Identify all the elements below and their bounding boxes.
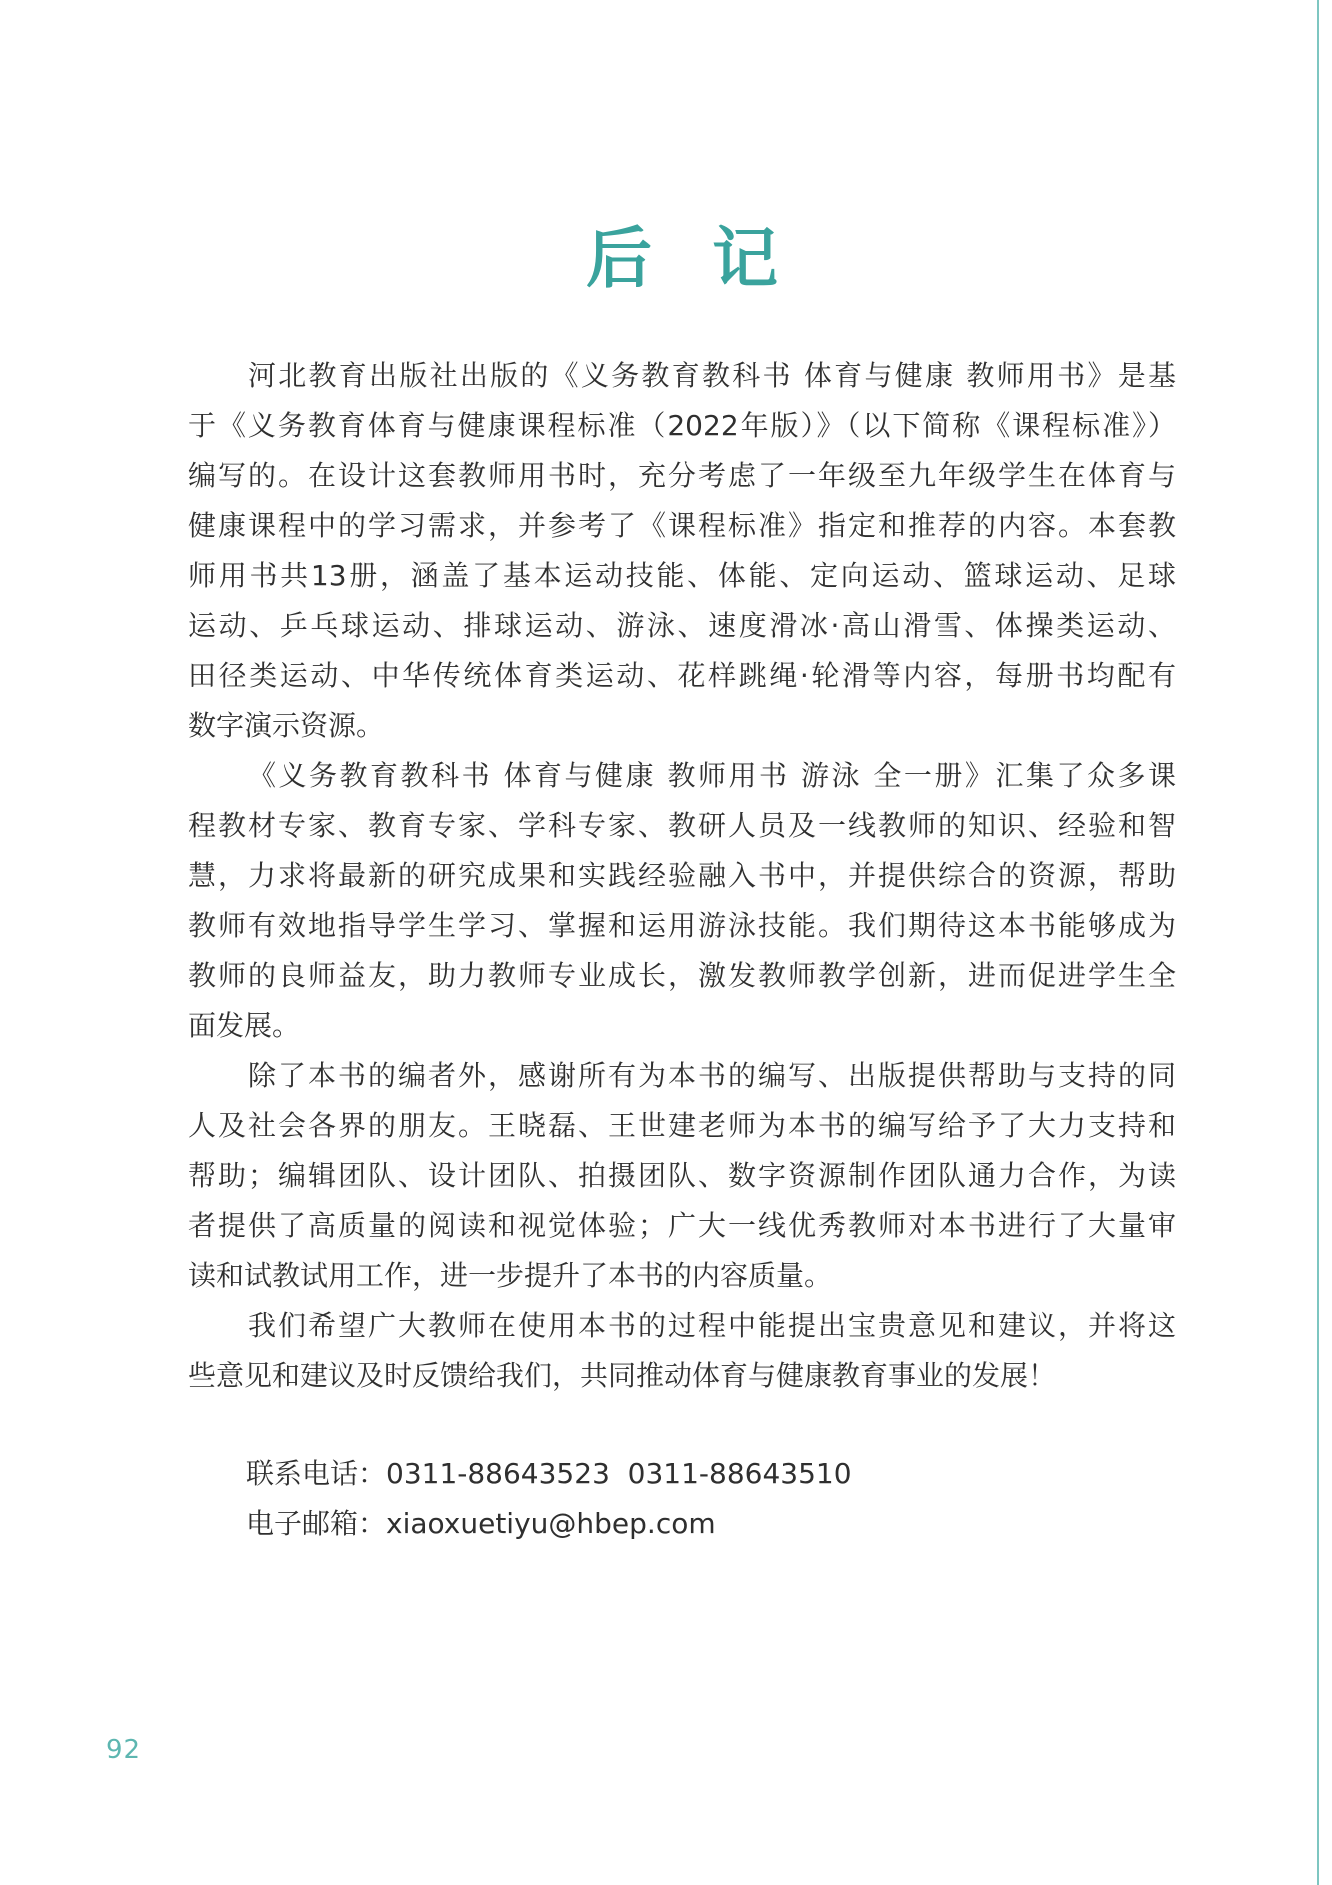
paragraph [188, 1051, 1176, 1301]
afterword-body [188, 351, 1176, 1401]
text-line: 帮助；编辑团队、设计团队、拍摄团队、数字资源制作团队通力合作，为读 [188, 1159, 1176, 1192]
paragraph [188, 351, 1176, 751]
text-line: 运动、乒乓球运动、排球运动、游泳、速度滑冰·高山滑雪、体操类运动、 [188, 609, 1176, 642]
text-line: 河北教育出版社出版的《义务教育教科书 体育与健康 教师用书》是基 [248, 359, 1176, 392]
text-line: 些意见和建议及时反馈给我们，共同推动体育与健康教育事业的发展！ [188, 1359, 1057, 1392]
text-line: 编写的。在设计这套教师用书时，充分考虑了一年级至九年级学生在体育与 [188, 459, 1176, 492]
text-line: 教师有效地指导学生学习、掌握和运用游泳技能。我们期待这本书能够成为 [188, 909, 1176, 942]
text-line: 程教材专家、教育专家、学科专家、教研人员及一线教师的知识、经验和智 [188, 809, 1176, 842]
page-title: 后记 [586, 219, 838, 297]
paragraph [188, 751, 1176, 1051]
text-line: 教师的良师益友，助力教师专业成长，激发教师教学创新，进而促进学生全 [188, 959, 1176, 992]
text-line: 人及社会各界的朋友。王晓磊、王世建老师为本书的编写给予了大力支持和 [188, 1109, 1176, 1142]
text-line: 面发展。 [188, 1009, 301, 1042]
text-line: 田径类运动、中华传统体育类运动、花样跳绳·轮滑等内容，每册书均配有 [188, 659, 1176, 692]
text-line: 我们希望广大教师在使用本书的过程中能提出宝贵意见和建议，并将这 [248, 1309, 1176, 1342]
text-line: 读和试教试用工作，进一步提升了本书的内容质量。 [188, 1259, 833, 1292]
contact-email: 电子邮箱：xiaoxuetiyu@hbep.com [246, 1507, 716, 1540]
text-line: 数字演示资源。 [188, 709, 385, 742]
page-number: 92 [106, 1735, 142, 1765]
text-line: 健康课程中的学习需求，并参考了《课程标准》指定和推荐的内容。本套教 [188, 509, 1176, 542]
text-line: 于《义务教育体育与健康课程标准（2022年版）》（以下简称《课程标准》） [188, 409, 1176, 442]
contact-phone: 联系电话：0311-88643523 0311-88643510 [246, 1457, 852, 1490]
text-line: 慧，力求将最新的研究成果和实践经验融入书中，并提供综合的资源，帮助 [188, 859, 1176, 892]
text-line: 师用书共13册，涵盖了基本运动技能、体能、定向运动、篮球运动、足球 [188, 559, 1176, 592]
text-line: 除了本书的编者外，感谢所有为本书的编写、出版提供帮助与支持的同 [248, 1059, 1176, 1092]
side-rule [1317, 0, 1319, 1885]
text-line: 者提供了高质量的阅读和视觉体验；广大一线优秀教师对本书进行了大量审 [188, 1209, 1176, 1242]
text-line: 《义务教育教科书 体育与健康 教师用书 游泳 全一册》汇集了众多课 [248, 759, 1176, 792]
contact-info [246, 1449, 852, 1549]
paragraph [188, 1301, 1176, 1401]
